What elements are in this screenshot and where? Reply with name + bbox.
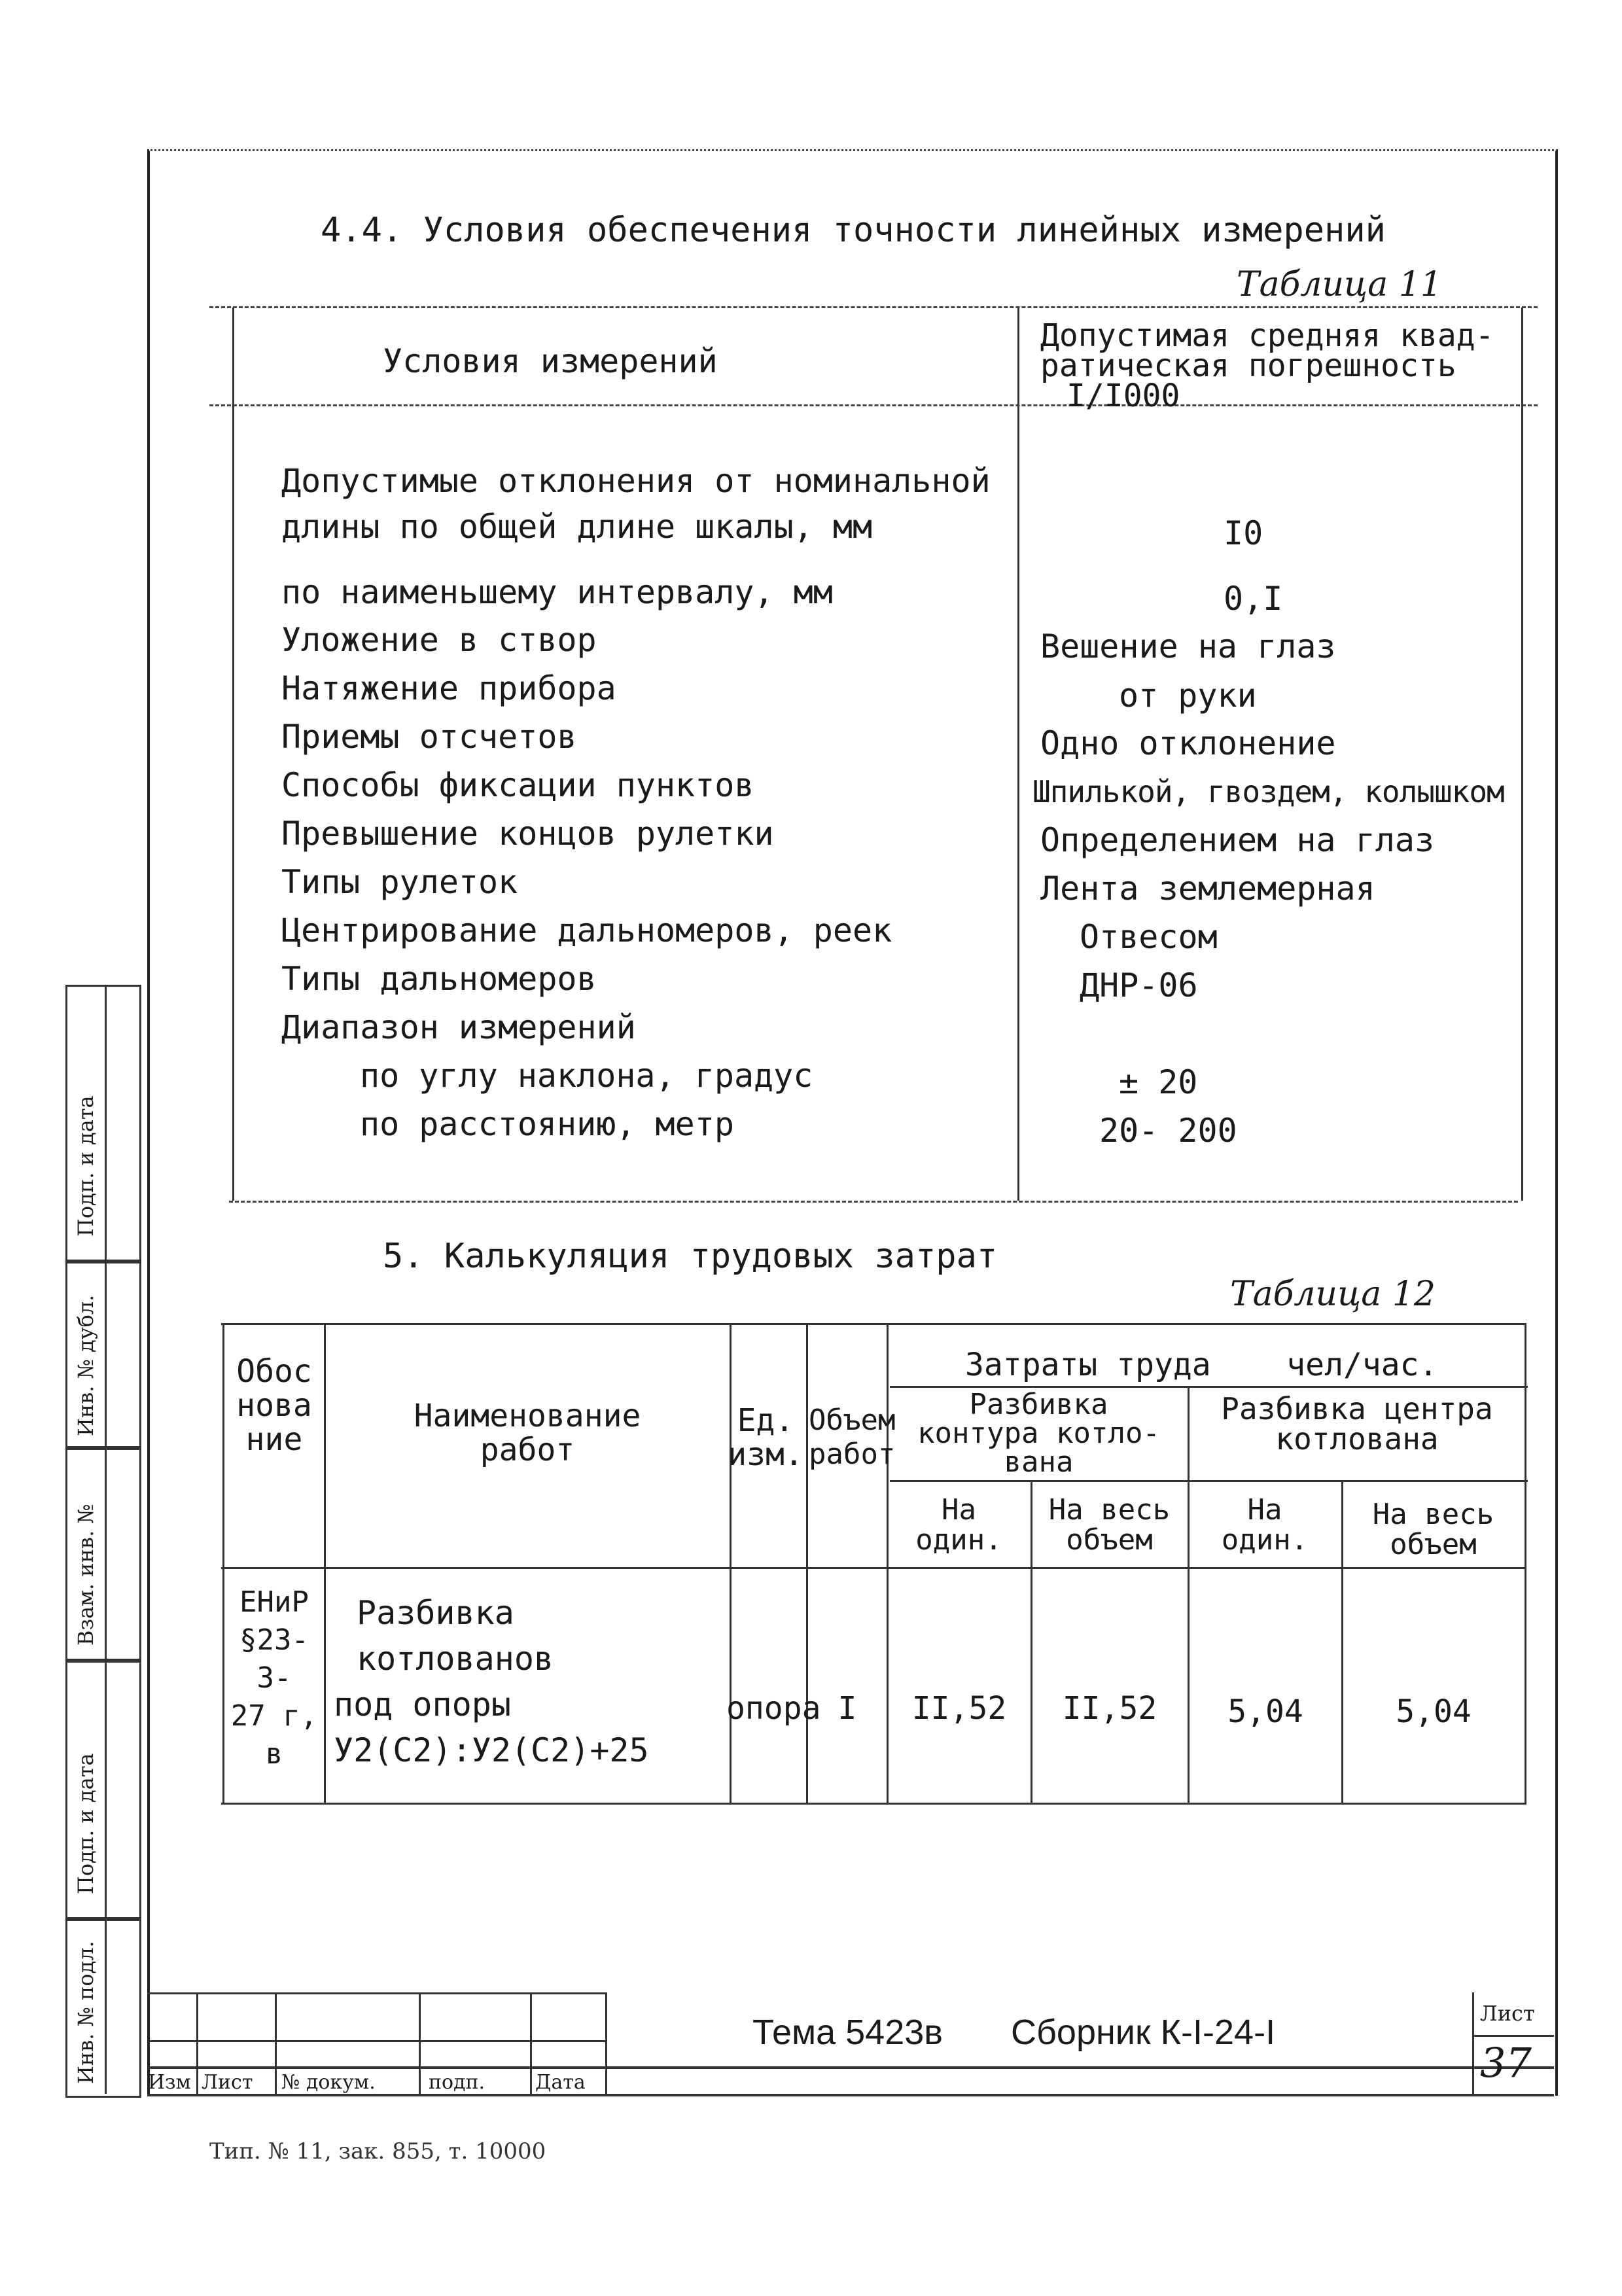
cond-row-14: по расстоянию, метр — [360, 1105, 734, 1143]
table-12-subheader-rule — [890, 1480, 1528, 1482]
section-44-title: 4.4. Условия обеспечения точности линейных измерений — [321, 211, 1386, 250]
header-unit — [720, 1404, 811, 1472]
stamp-col-1 — [196, 1992, 198, 2094]
stamp-sheet-divider — [1472, 1992, 1474, 2094]
table-12-vline-3 — [806, 1323, 808, 1803]
row-basis-line-1: ЕНиР — [239, 1585, 309, 1619]
header-per-unit-1 — [889, 1495, 1029, 1555]
header-per-unit-2 — [1190, 1495, 1340, 1555]
cond-row-13: по углу наклона, градус — [360, 1057, 813, 1095]
stamp-sheet-number: 37 — [1480, 2039, 1532, 2087]
table-11-col1-header: Условия измерений — [383, 342, 718, 380]
stamp-col-5 — [605, 1992, 607, 2094]
header-basis-line-2: нова — [236, 1387, 312, 1424]
stamp-col-2 — [275, 1992, 277, 2094]
cond-row-4: Уложение в створ — [281, 621, 597, 659]
stamp-rule-1 — [147, 1992, 605, 1994]
row-value-3: 5,04 — [1227, 1693, 1303, 1730]
val-row-6: Одно отклонение — [1040, 724, 1336, 762]
col2-header-line-2: ратическая погрешность — [1040, 347, 1456, 384]
header-name-line-2: работ — [480, 1432, 575, 1468]
table-12-header-bottom-rule — [221, 1567, 1526, 1569]
section-5-title: 5. Калькуляция трудовых затрат — [383, 1237, 998, 1276]
table-11-divider — [1017, 308, 1019, 1201]
table-12-top-rule — [221, 1323, 1526, 1325]
table-12-vline-1 — [324, 1323, 326, 1803]
col2-header-line-1: Допустимая средняя квад- — [1040, 317, 1494, 354]
row-name-line-2: под опоры — [334, 1686, 511, 1723]
table-12-label: Таблица 12 — [1230, 1275, 1436, 1314]
table-11-label: Таблица 11 — [1237, 265, 1443, 304]
header-basis-line-3: ние — [245, 1421, 303, 1458]
header-unit-line-2: изм. — [728, 1436, 803, 1473]
header-per-unit-2-line-2: один. — [1221, 1523, 1309, 1557]
table-12-vline-2 — [730, 1323, 732, 1803]
val-row-9: Лента землемерная — [1040, 870, 1375, 908]
cond-row-6: Приемы отсчетов — [281, 718, 577, 756]
row-value-1: II,52 — [911, 1690, 1007, 1727]
header-unit-line-1: Ед. — [737, 1402, 794, 1439]
header-total-2-line-2: объем — [1390, 1528, 1477, 1561]
stamp-label-change: Изм — [148, 2071, 191, 2094]
header-volume-line-1: Объем — [809, 1404, 896, 1437]
table-11-right-border — [1521, 308, 1523, 1201]
side-stamp-1-text: Подп. и дата — [73, 1095, 98, 1237]
header-volume-line-2: работ — [809, 1438, 896, 1471]
table-12-bottom-rule — [221, 1803, 1526, 1805]
header-volume — [809, 1404, 896, 1472]
stamp-collection: Сборник К-I-24-I — [1011, 2013, 1276, 2052]
header-total-1-line-1: На весь — [1048, 1493, 1171, 1527]
stamp-label-sign: подп. — [429, 2071, 485, 2094]
table-11-top-rule — [209, 306, 1538, 308]
stamp-rule-2 — [147, 2040, 605, 2042]
val-row-11: ДНР-06 — [1080, 966, 1198, 1004]
cond-row-5: Натяжение прибора — [281, 669, 616, 707]
cond-row-2: длины по общей длине шкалы, мм — [281, 508, 873, 546]
val-row-5: от руки — [1119, 677, 1257, 715]
header-group-2 — [1190, 1391, 1525, 1457]
header-name-line-1: Наименование — [414, 1398, 641, 1434]
row-name — [334, 1590, 726, 1773]
row-unit: опора — [726, 1690, 821, 1727]
stamp-label-sheet: Лист — [202, 2071, 253, 2094]
val-row-3: 0,I — [1224, 580, 1283, 618]
stamp-sheet-label: Лист — [1480, 2001, 1535, 2026]
row-basis-line-3: 27 г, — [230, 1699, 318, 1733]
header-labor: Затраты труда чел/час. — [965, 1347, 1438, 1383]
header-group-2-line-1: Разбивка центра — [1221, 1391, 1493, 1426]
val-row-14: 20- 200 — [1099, 1112, 1237, 1150]
header-name — [327, 1399, 728, 1467]
table-12-right-border — [1525, 1323, 1526, 1803]
header-group-1-line-2: контура котло- — [917, 1417, 1160, 1450]
stamp-theme: Тема 5423в — [752, 2013, 943, 2052]
stamp-sheet-rule — [1472, 2035, 1554, 2037]
header-group-1-line-1: Разбивка — [969, 1388, 1108, 1421]
print-footer: Тип. № 11, зак. 855, т. 10000 — [209, 2138, 546, 2164]
cond-row-12: Диапазон измерений — [281, 1008, 636, 1046]
stamp-rule-3 — [147, 2066, 1554, 2069]
cond-row-3: по наименьшему интервалу, мм — [281, 573, 833, 611]
val-row-7: Шпилькой, гвоздем, колышком — [1032, 774, 1504, 809]
row-value-4: 5,04 — [1396, 1693, 1472, 1730]
header-group-2-line-2: котлована — [1275, 1421, 1439, 1457]
val-row-13: ± 20 — [1119, 1063, 1198, 1101]
table-11-col2-header — [1040, 317, 1494, 414]
cond-row-8: Превышение концов рулетки — [281, 815, 774, 853]
stamp-label-date: Дата — [535, 2071, 586, 2094]
row-name-line-3: У2(С2):У2(С2)+25 — [334, 1731, 649, 1769]
table-12-vline-4 — [887, 1323, 889, 1803]
cond-row-9: Типы рулеток — [281, 863, 518, 901]
side-stamp-4-text: Подп. и дата — [73, 1753, 98, 1894]
side-stamp-3-text: Взам. инв. № — [73, 1504, 98, 1646]
side-stamp-divider — [105, 985, 107, 2094]
table-12-left-border — [222, 1323, 224, 1803]
header-group-1 — [890, 1390, 1188, 1477]
header-total-2-line-1: На весь — [1372, 1498, 1494, 1531]
header-per-unit-2-line-1: На — [1247, 1493, 1282, 1527]
stamp-col-4 — [530, 1992, 532, 2094]
side-stamp-5-text: Инв. № подл. — [73, 1941, 98, 2084]
row-basis — [226, 1583, 323, 1773]
val-row-2: I0 — [1224, 514, 1263, 552]
header-total-1 — [1032, 1495, 1186, 1555]
cond-row-10: Центрирование дальномеров, реек — [281, 911, 892, 949]
header-basis — [226, 1354, 323, 1457]
stamp-label-docnum: № докум. — [281, 2071, 376, 2094]
val-row-4: Вешение на глаз — [1040, 627, 1336, 665]
col2-header-line-3: I/I000 — [1067, 378, 1180, 414]
header-per-unit-1-line-1: На — [942, 1493, 976, 1527]
header-group-1-line-3: вана — [1004, 1445, 1074, 1479]
row-name-line-1: Разбивка котлованов — [357, 1594, 554, 1678]
table-11-bottom-rule — [229, 1201, 1518, 1203]
table-11-left-border — [232, 308, 234, 1201]
row-basis-line-4: в — [265, 1737, 283, 1771]
header-per-unit-1-line-2: один. — [915, 1523, 1002, 1557]
cond-row-1: Допустимые отклонения от номинальной — [281, 462, 991, 500]
header-total-2 — [1343, 1500, 1523, 1560]
stamp-bottom-rule — [147, 2094, 1554, 2096]
val-row-10: Отвесом — [1080, 918, 1218, 956]
row-value-2: II,52 — [1062, 1690, 1157, 1727]
cond-row-11: Типы дальномеров — [281, 960, 597, 998]
header-total-1-line-2: объем — [1066, 1523, 1153, 1557]
row-volume: I — [837, 1690, 857, 1727]
cond-row-7: Способы фиксации пунктов — [281, 766, 754, 804]
side-stamp-2-text: Инв. № дубл. — [73, 1294, 98, 1436]
val-row-8: Определением на глаз — [1040, 821, 1435, 859]
header-basis-line-1: Обос — [236, 1353, 312, 1390]
stamp-col-3 — [419, 1992, 421, 2094]
row-basis-line-2: §23-3- — [239, 1623, 309, 1695]
